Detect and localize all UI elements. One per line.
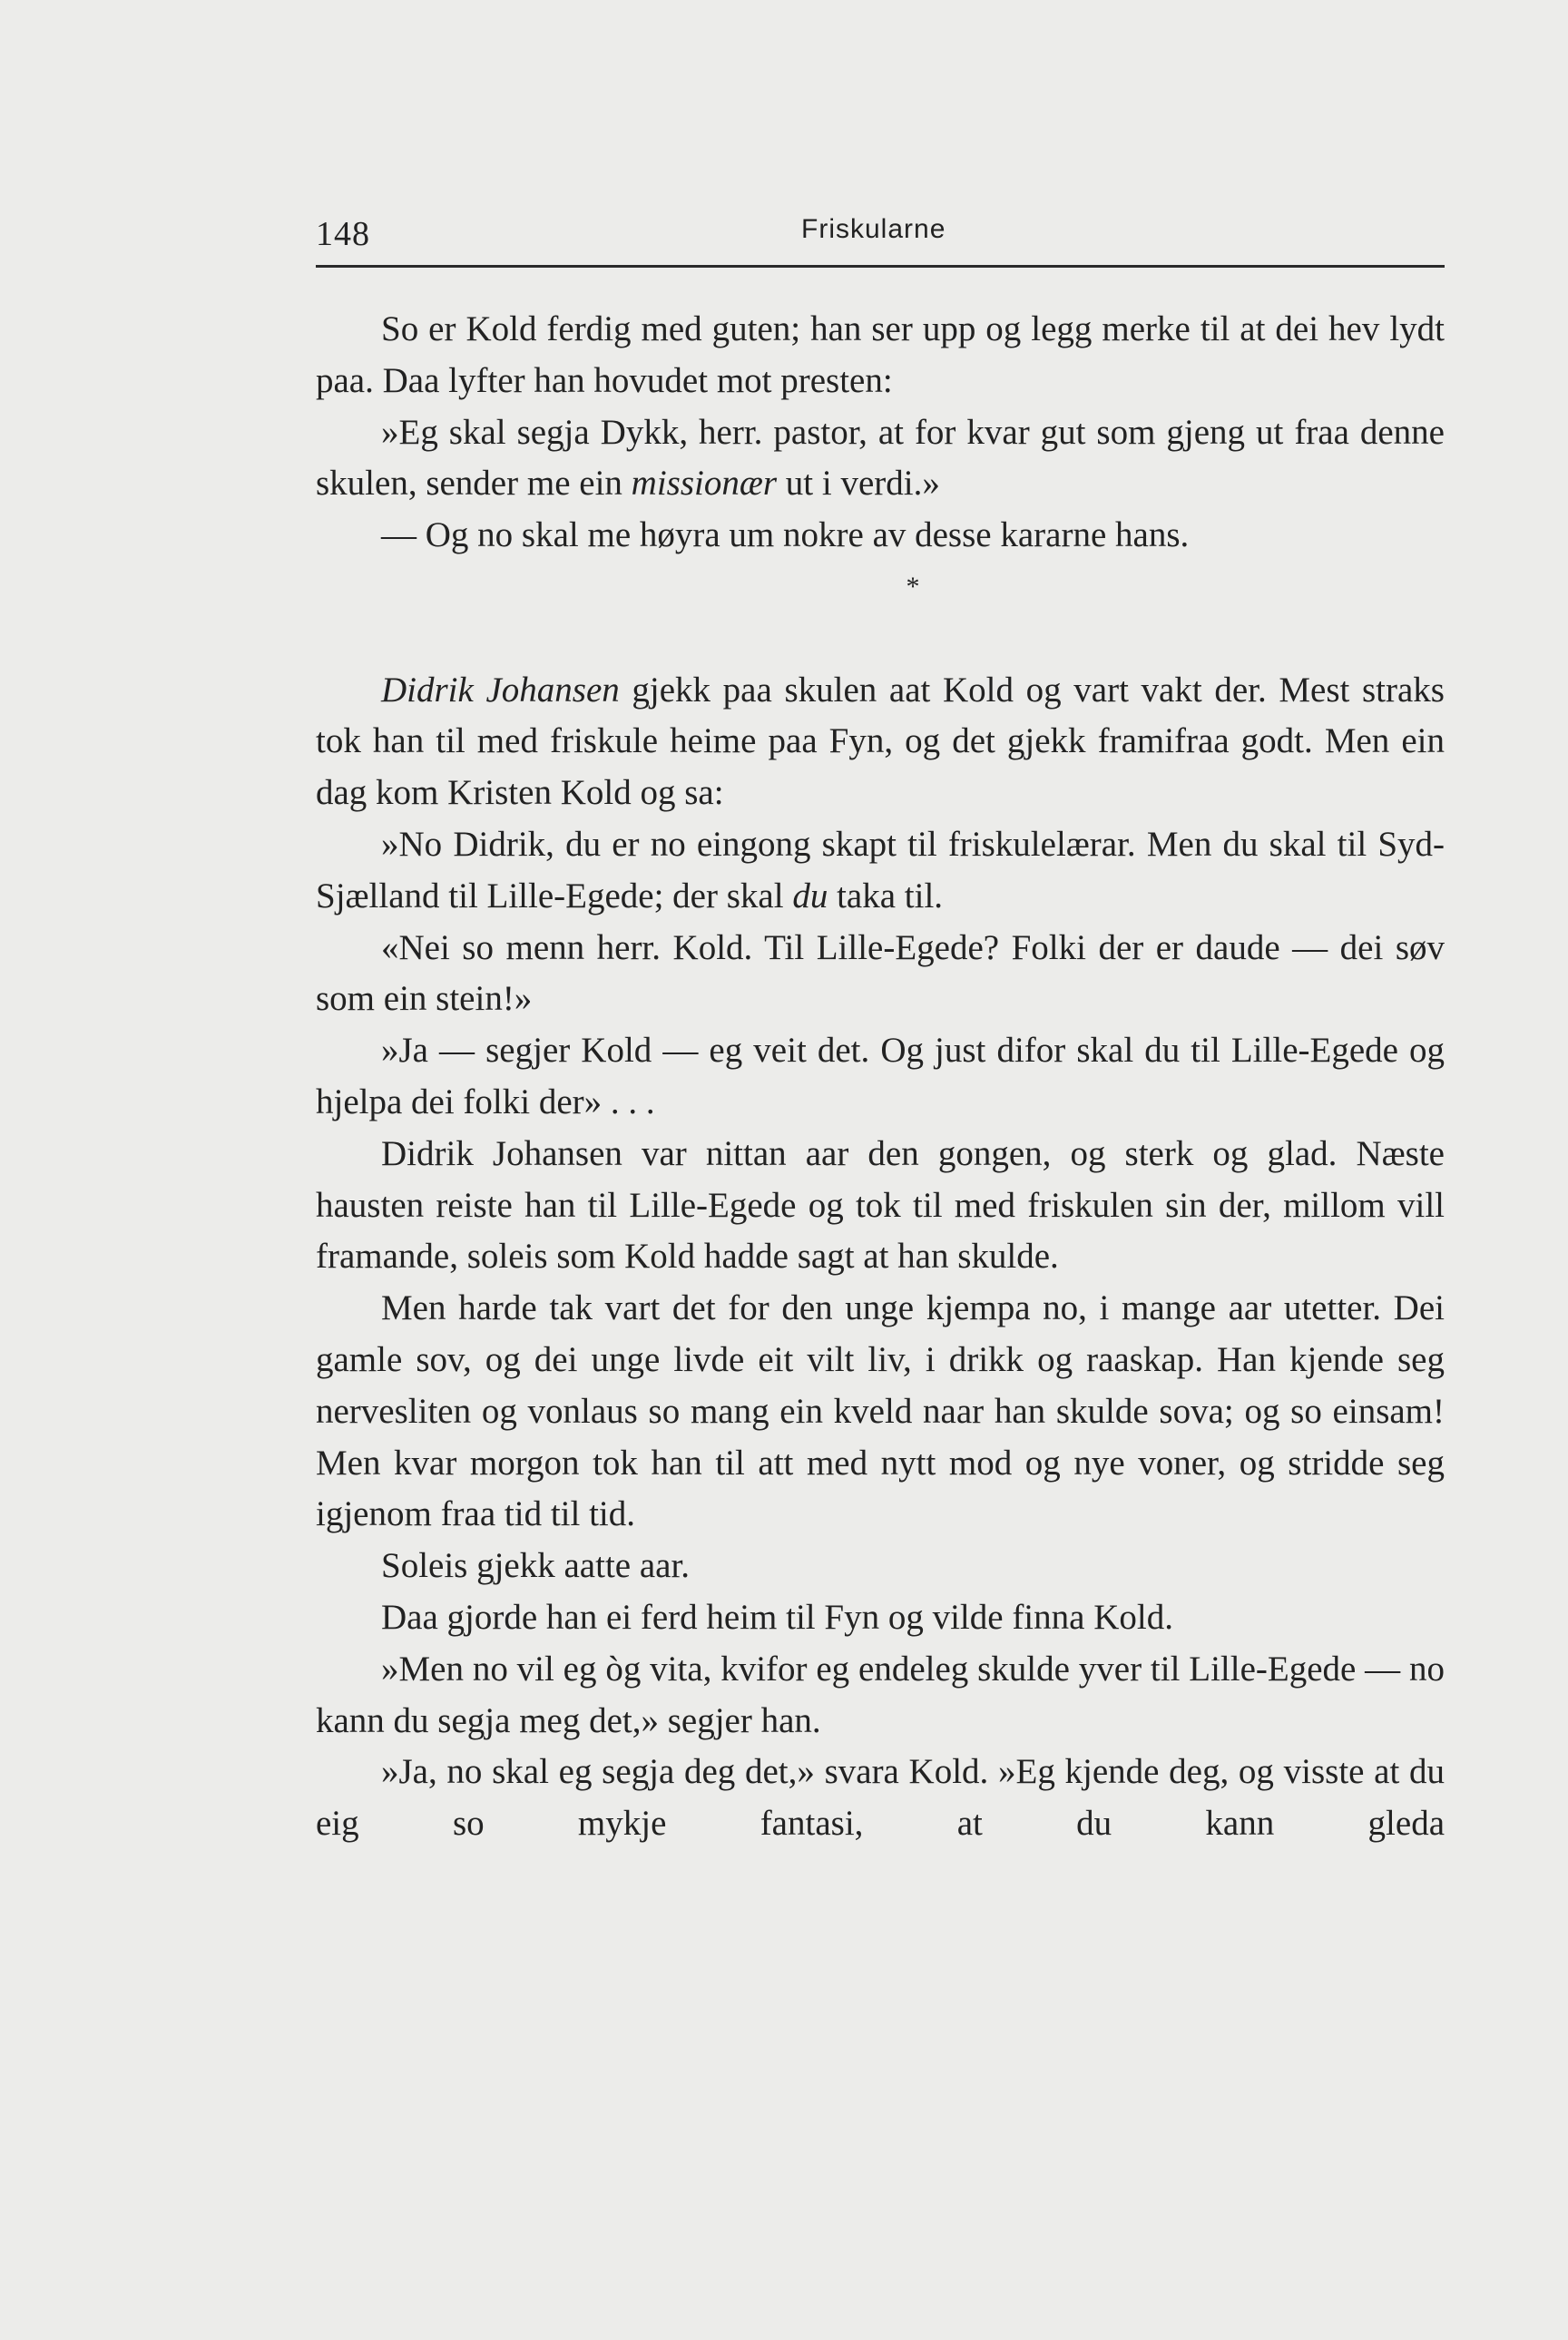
page-body: [316, 304, 1445, 1850]
blank-line: [316, 613, 1445, 665]
emphasis: du: [792, 876, 828, 915]
page-header: [316, 211, 1445, 268]
running-title: Friskularne: [801, 214, 946, 244]
paragraph: »Men no vil eg òg vita, kvifor eg endeleg skulde yver til Lille-Egede — no kann du segja meg det,» segjer han.: [316, 1649, 1445, 1740]
paragraph: Didrik Johansen var nittan aar den gongen, og sterk og glad. Næste hausten reiste han til Lille-Egede og tok til med friskulen sin der, millom vill framande, soleis som Kold hadde sagt at han skulde.: [316, 1133, 1445, 1277]
page-number: 148: [316, 215, 370, 253]
emphasis: Didrik Johansen: [381, 670, 620, 710]
paragraph: »Ja — segjer Kold — eg veit det. Og just difor skal du til Lille-Egede og hjelpa dei folki der» . . .: [316, 1031, 1445, 1121]
emphasis: missionær: [631, 464, 778, 504]
paragraph: — Og no skal me høyra um nokre av desse kararne hans.: [381, 515, 1190, 555]
paragraph: Didrik Johansen gjekk paa skulen aat Kold og vart vakt der. Mest straks tok han til med friskule heime paa Fyn, og det gjekk framifraa godt. Men ein dag kom Kristen Kold og sa:: [316, 670, 1445, 813]
paragraph: »Eg skal segja Dykk, herr. pastor, at for kvar gut som gjeng ut fraa denne skulen, sender me ein missionær ut i verdi.»: [316, 412, 1445, 504]
paragraph: Daa gjorde han ei ferd heim til Fyn og vilde finna Kold.: [381, 1597, 1173, 1637]
paragraph: Soleis gjekk aatte aar.: [381, 1546, 691, 1586]
paragraph: So er Kold ferdig med guten; han ser upp og legg merke til at dei hev lydt paa. Daa lyfter han hovudet mot presten:: [316, 309, 1445, 400]
paragraph: Men harde tak vart det for den unge kjempa no, i mange aar utetter. Dei gamle sov, og dei unge livde eit vilt liv, i drikk og raaskap. Han kjende seg nervesliten og vonlaus so mang ein kveld naar han skulde sova; og so einsam! Men kvar morgon tok han til att med nytt mod og nye voner, og stridde seg igjenom fraa tid til tid.: [316, 1288, 1445, 1534]
paragraph: «Nei so menn herr. Kold. Til Lille-Egede? Folki der er daude — dei søv som ein stein!»: [316, 927, 1445, 1019]
paragraph: »Ja, no skal eg segja deg det,» svara Kold. »Eg kjende deg, og visste at du eig so mykje fantasi, at du kann gleda: [316, 1752, 1445, 1844]
section-separator: *: [906, 571, 920, 602]
paragraph: »No Didrik, du er no eingong skapt til friskulelærar. Men du skal til Syd-Sjælland til Lille-Egede; der skal du taka til.: [316, 824, 1445, 915]
